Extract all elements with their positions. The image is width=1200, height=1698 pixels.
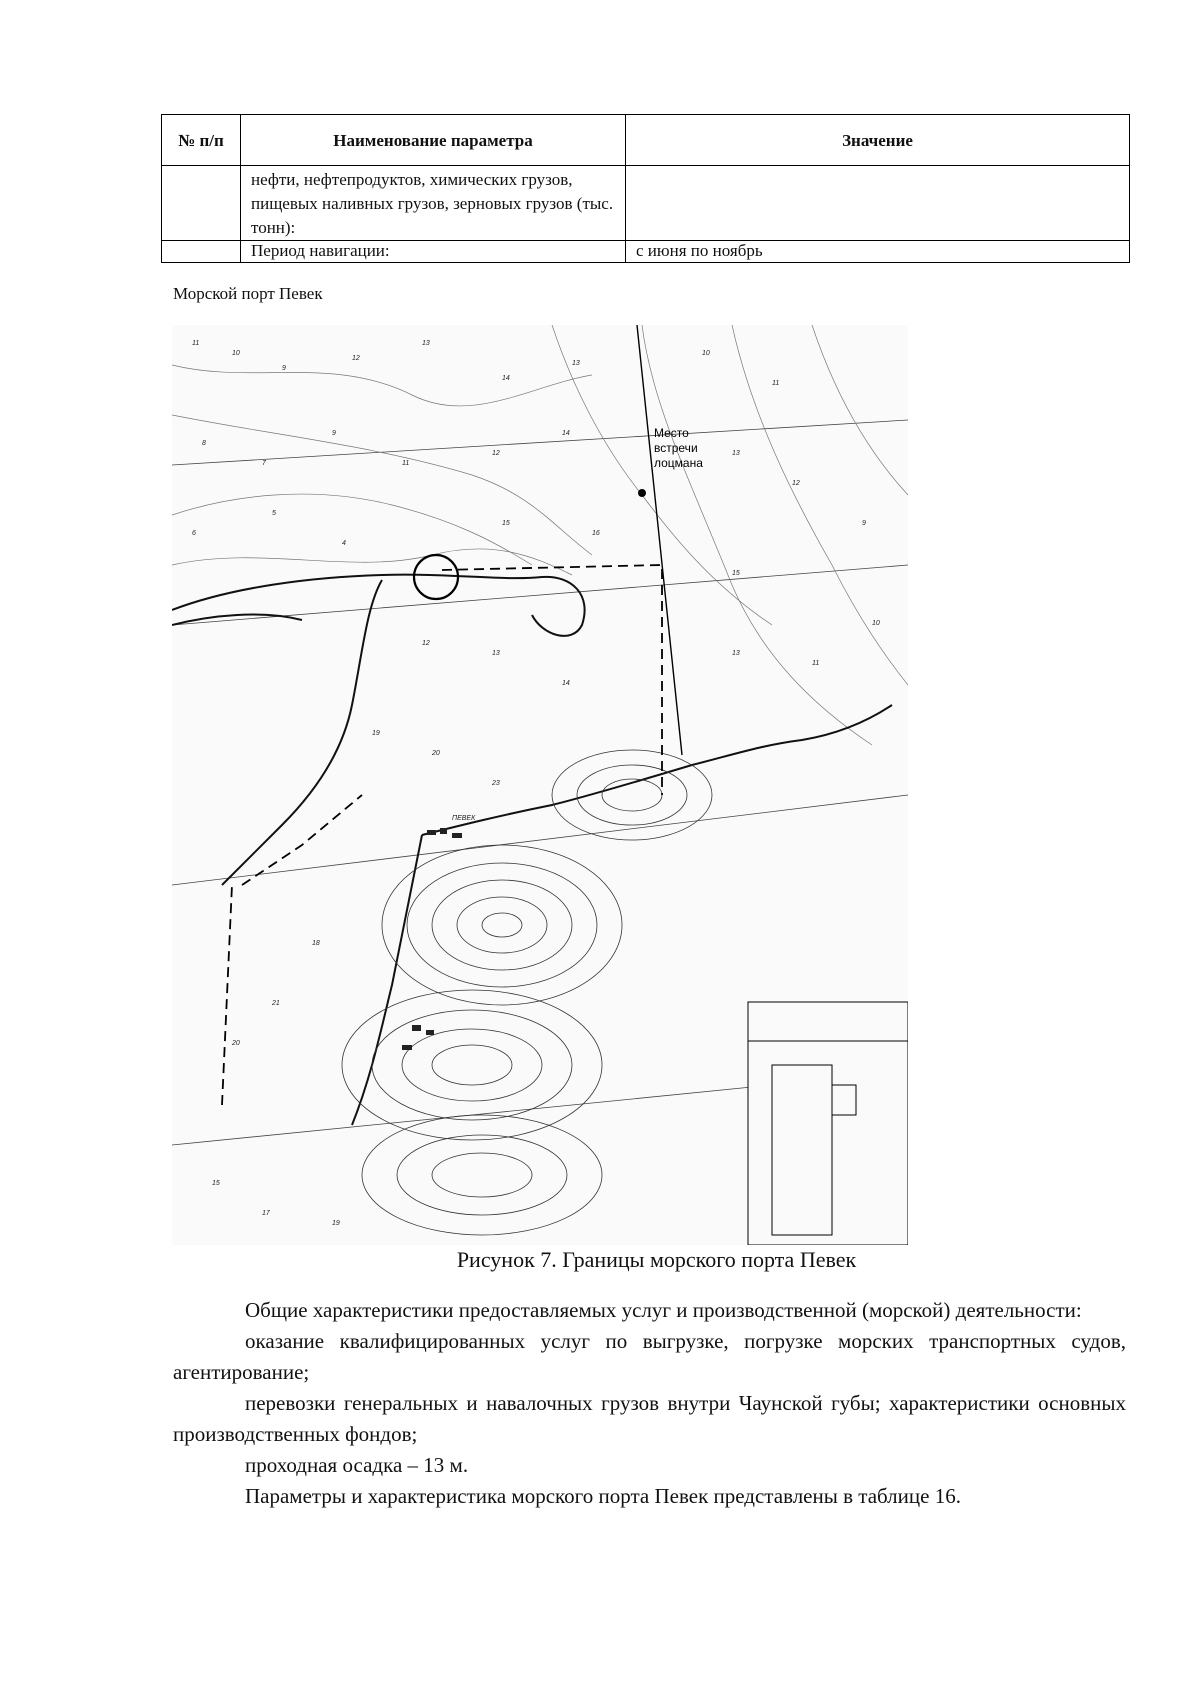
paragraph: Параметры и характеристика морского порта Певек представлены в таблице 16.: [245, 1484, 961, 1508]
pilot-label-3: лоцмана: [654, 456, 703, 470]
svg-text:13: 13: [492, 650, 500, 657]
cell-value: [626, 166, 1130, 241]
cell-value: с июня по ноябрь: [626, 241, 1130, 263]
svg-text:15: 15: [212, 1180, 220, 1187]
svg-text:6: 6: [192, 530, 196, 537]
figure-caption: [0, 1247, 1200, 1273]
table-row: [162, 241, 1130, 263]
svg-text:9: 9: [862, 520, 866, 527]
cell-num: [162, 241, 241, 263]
parameters-table: [161, 114, 1130, 263]
paragraph: проходная осадка – 13 м.: [245, 1453, 469, 1477]
svg-text:23: 23: [492, 780, 500, 787]
svg-text:19: 19: [332, 1220, 340, 1227]
map-label: Морской порт Певек: [173, 284, 323, 303]
svg-text:4: 4: [342, 540, 346, 547]
svg-text:21: 21: [272, 1000, 280, 1007]
svg-text:14: 14: [562, 430, 570, 437]
header-name: Наименование параметра: [241, 115, 626, 166]
svg-text:9: 9: [282, 365, 286, 372]
svg-text:14: 14: [562, 680, 570, 687]
figure-caption-text: Рисунок 7. Границы морского порта Певек: [456, 1247, 857, 1272]
cell-name: нефти, нефтепродуктов, химических грузов, пищевых наливных грузов, зерновых грузов (тыс. тонн):: [241, 166, 626, 241]
svg-text:13: 13: [732, 450, 740, 457]
svg-text:14: 14: [502, 375, 510, 382]
paragraph: Общие характеристики предоставляемых услуг и производственной (морской) деятельности:: [245, 1298, 1082, 1322]
svg-text:13: 13: [572, 360, 580, 367]
svg-text:16: 16: [592, 530, 600, 537]
table-row: [162, 166, 1130, 241]
inset-locator: [748, 1002, 908, 1245]
cell-name: Период навигации:: [241, 241, 626, 263]
svg-text:13: 13: [732, 650, 740, 657]
svg-text:11: 11: [812, 660, 820, 667]
svg-text:13: 13: [422, 340, 430, 347]
map-drawing: [172, 325, 908, 1245]
svg-text:20: 20: [232, 1040, 240, 1047]
svg-text:17: 17: [262, 1210, 270, 1217]
svg-text:11: 11: [772, 380, 780, 387]
svg-text:15: 15: [502, 520, 510, 527]
svg-text:7: 7: [262, 460, 266, 467]
svg-text:18: 18: [312, 940, 320, 947]
cell-num: [162, 166, 241, 241]
svg-text:11: 11: [402, 460, 410, 467]
svg-text:10: 10: [702, 350, 710, 357]
svg-text:12: 12: [792, 480, 800, 487]
svg-text:5: 5: [272, 510, 276, 517]
body-text: [173, 1295, 1126, 1512]
svg-text:11: 11: [192, 340, 200, 347]
pilot-label-1: Место: [654, 426, 689, 440]
pilot-label-2: встречи: [654, 441, 698, 455]
svg-text:10: 10: [232, 350, 240, 357]
port-boundary-map: [172, 325, 908, 1245]
paragraph: оказание квалифицированных услуг по выгрузке, погрузке морских транспортных судов, агентирование;: [173, 1329, 1126, 1384]
svg-text:8: 8: [202, 440, 206, 447]
svg-text:19: 19: [372, 730, 380, 737]
header-num: № п/п: [162, 115, 241, 166]
port-label: ПЕВЕК: [452, 815, 476, 822]
header-value: Значение: [626, 115, 1130, 166]
svg-text:9: 9: [332, 430, 336, 437]
svg-text:12: 12: [352, 355, 360, 362]
svg-text:12: 12: [422, 640, 430, 647]
svg-text:15: 15: [732, 570, 740, 577]
svg-text:20: 20: [432, 750, 440, 757]
paragraph: перевозки генеральных и навалочных грузов внутри Чаунской губы; характеристики основных производственных фондов;: [173, 1391, 1126, 1446]
svg-text:12: 12: [492, 450, 500, 457]
svg-text:10: 10: [872, 620, 880, 627]
table-header-row: [162, 115, 1130, 166]
